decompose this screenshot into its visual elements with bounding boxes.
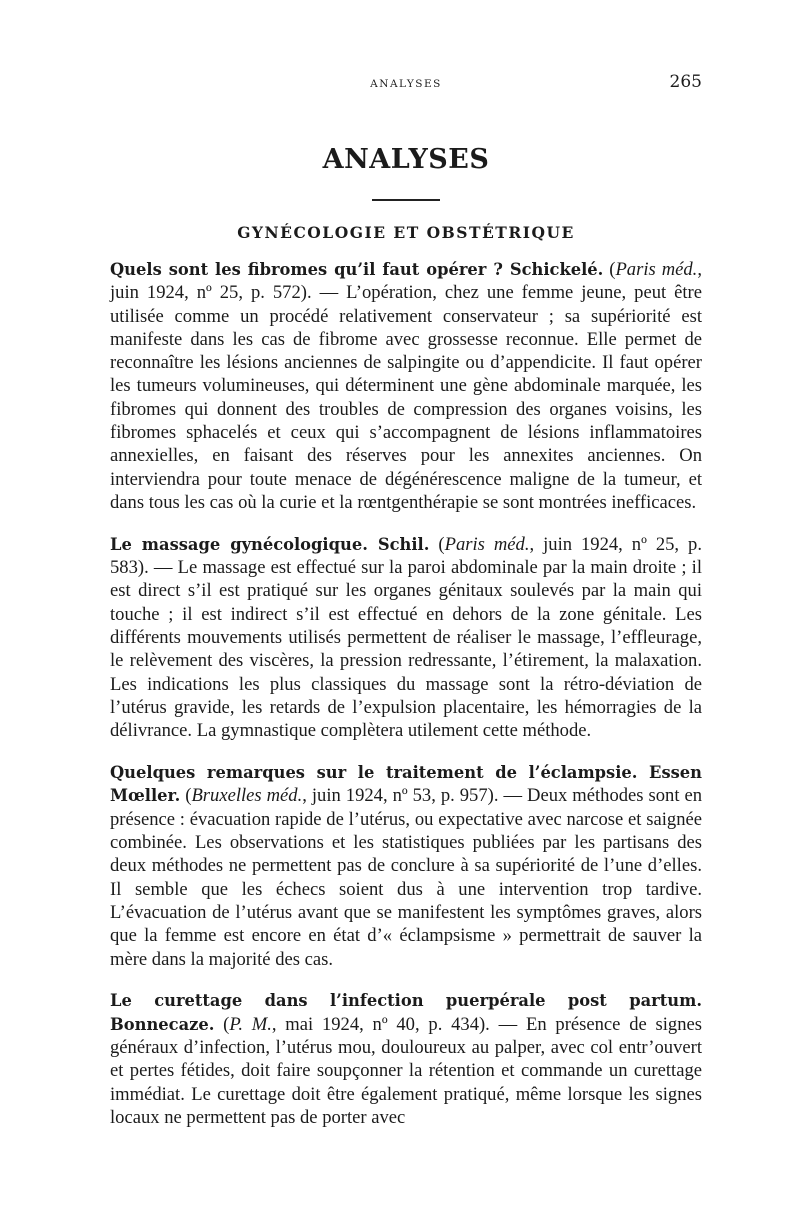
article-body: — Deux méthodes sont en présence : évacuation rapide de l’utérus, ou expectative avec narcose et saignée combinée. Les observations et les statistiques publiées par les partisans des deux méthodes ne permettent pas de conclure à sa supériorité de l’une d’elles. Il semble que les échecs soient dus à une intervention trop tardive. L’évacuation de l’utérus avant que se manifestent les symptômes graves, alors que la femme est encore en état d’« éclampsisme » permettrait de sauver la mère dans la majorité des cas. xyxy=(110,785,703,970)
article-reference: (Bruxelles méd., juin 1924, nº 53, p. 957). xyxy=(185,785,499,807)
source-details: , juin 1924, nº 53, p. 957). xyxy=(302,785,499,807)
article-title: Quelques remarques sur le traitement de l’éclampsie. Essen Mœller. xyxy=(110,763,702,806)
source-journal: P. M. xyxy=(229,1013,272,1035)
page-number: 265 xyxy=(669,72,702,92)
source-journal: Paris méd. xyxy=(615,259,698,280)
article-reference: (P. M., mai 1924, nº 40, p. 434). xyxy=(223,1013,490,1035)
article-eclampsie xyxy=(110,761,702,971)
source-details: , mai 1924, nº 40, p. 434). xyxy=(271,1013,490,1035)
running-title: ANALYSES xyxy=(370,78,442,90)
article-body: — L’opération, chez une femme jeune, peut être utilisée comme un procédé relativement conservateur ; sa supériorité est manifeste dans les cas de fibrome avec grossesse reconnue. Elle permet de reconnaître les lésions anciennes de salpingite ou d’appendicite. Il faut opérer les tumeurs volumineuses, qui déterminent une gène abdominale marquée, les fibromes qui donnent des troubles de compression des organes voisins, les fibromes sphacelés et ceux qui s’accompagnent de lésions inflammatoires annexielles, en faisant des réserves pour les annexites anciennes. On interviendra pour toute menace de dégénérescence maligne de la tumeur, et dans tous les cas où la curie et la rœntgenthérapie se sont montrées inefficaces. xyxy=(110,282,702,513)
article-title: Le massage gynécologique. Schil. xyxy=(110,534,430,554)
article-massage xyxy=(110,533,702,743)
page-title: ANALYSES xyxy=(322,144,490,175)
source-journal: Paris méd. xyxy=(444,533,530,555)
article-reference: (Paris méd., juin 1924, nº 25, p. 572). xyxy=(110,259,702,304)
article-curettage xyxy=(110,989,702,1129)
article-body: — En présence de signes généraux d’infection, l’utérus mou, douloureux au palper, avec col entr’ouvert et pertes fétides, doit faire soupçonner la rétention et commande un curettage immédiat. Le curettage doit être également pratiqué, même lorsque les signes locaux ne permettent pas de porter avec xyxy=(110,1013,702,1128)
article-body: — Le massage est effectué sur la paroi abdominale par la main droite ; il est direct s’il est pratiqué sur les organes génitaux soulevés par la main qui touche ; il est indirect s’il est effectué en dehors de la zone génitale. Les différents mouvements utilisés permettent de réaliser le massage, l’effleurage, le relèvement des viscères, la pression redressante, l’étirement, la malaxation. Les indications les plus classiques du massage sont la rétro-déviation de l’utérus gravide, les retards de l’expulsion placentaire, les hémorragies de la délivrance. La gymnastique complètera utilement cette méthode. xyxy=(110,557,702,742)
section-title: GYNÉCOLOGIE ET OBSTÉTRIQUE xyxy=(237,223,575,242)
source-details: , juin 1924, nº 25, p. 583). xyxy=(110,533,702,579)
running-head xyxy=(110,72,702,104)
title-rule xyxy=(372,199,440,201)
source-journal: Bruxelles méd. xyxy=(191,785,303,807)
article-reference: (Paris méd., juin 1924, nº 25, p. 583). xyxy=(110,533,702,579)
article-title: Le curettage dans l’infection puerpérale post partum. Bonnecaze. xyxy=(110,991,702,1034)
article-fibromes xyxy=(110,258,702,514)
source-details: , juin 1924, nº 25, p. 572). xyxy=(110,259,702,304)
article-title: Quels sont les fibromes qu’il faut opérer ? Schickelé. xyxy=(110,260,604,279)
